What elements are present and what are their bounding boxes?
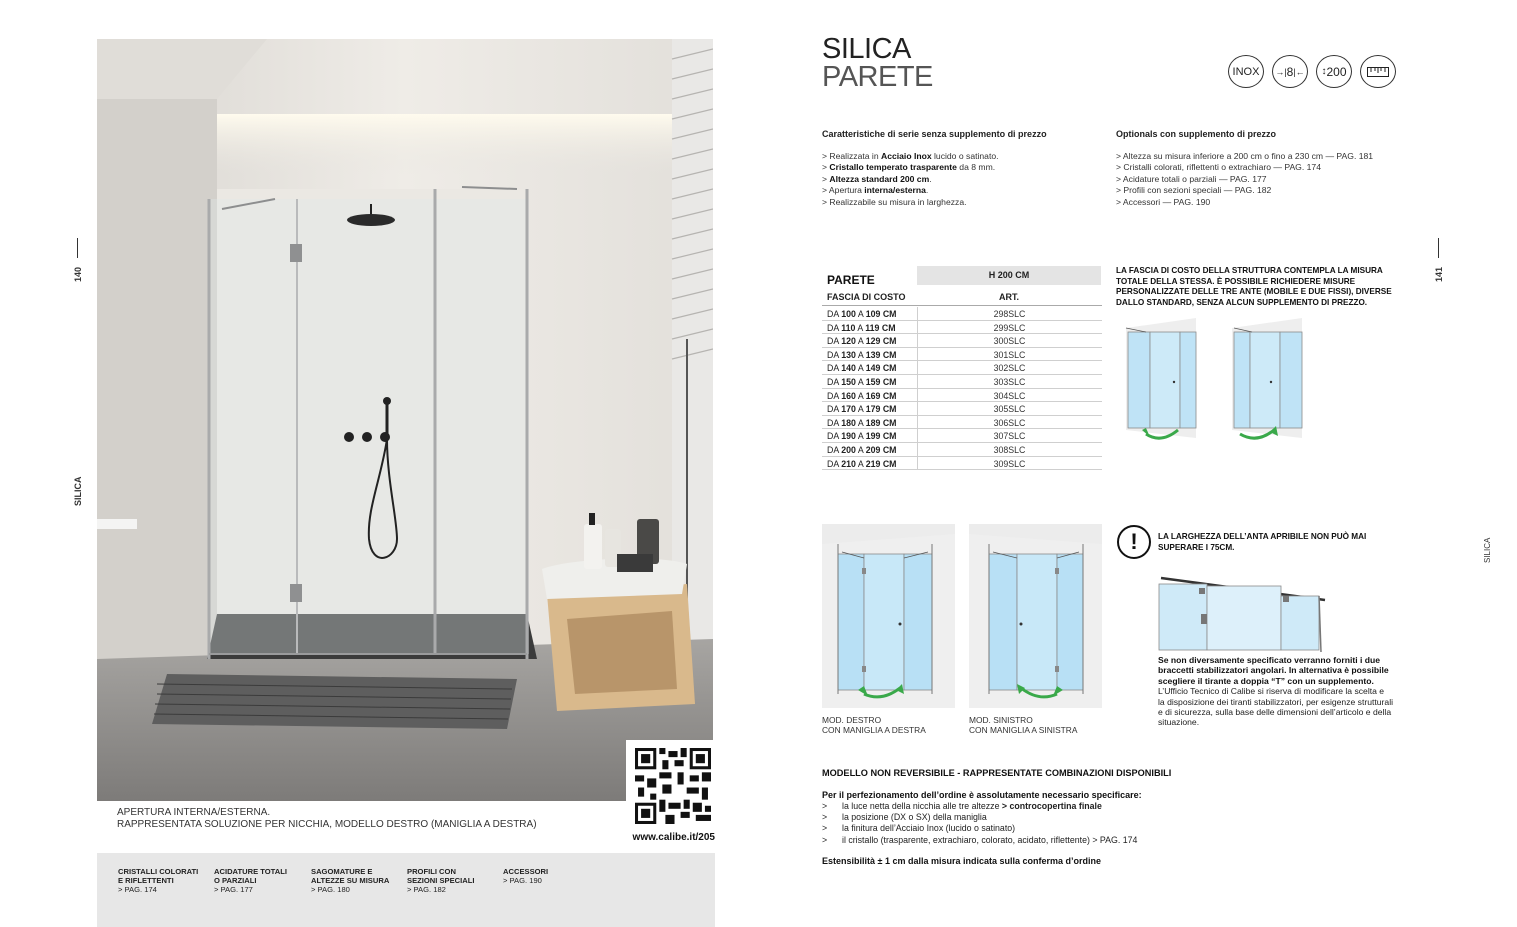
shower-scene-illustration xyxy=(97,39,713,801)
cost-range-cell: DA 160 A 169 CM xyxy=(827,390,897,401)
feature-item: > Realizzabile su misura in larghezza. xyxy=(822,196,967,207)
product-subtitle: PARETE xyxy=(822,61,933,93)
cost-range-cell: DA 180 A 189 CM xyxy=(827,417,897,428)
order-item: > la luce netta della nicchia alle tre altezze > controcopertina finale xyxy=(822,801,1102,811)
cost-range-cell: DA 150 A 159 CM xyxy=(827,377,897,387)
product-title: SILICA xyxy=(822,33,911,65)
cost-range-cell: DA 100 A 109 CM xyxy=(827,309,897,319)
optional-item: > Acidature totali o parziali — PAG. 177 xyxy=(1116,173,1267,184)
price-table-row xyxy=(822,348,1102,362)
option-custom-shapes: SAGOMATURE E ALTEZZE SU MISURA > PAG. 180 xyxy=(311,867,390,894)
model-left-diagram xyxy=(969,524,1102,708)
article-code-cell: 299SLC xyxy=(993,322,1026,333)
side-label-left: SILICA xyxy=(73,476,83,506)
optional-item: > Accessori — PAG. 190 xyxy=(1116,196,1211,207)
product-photo xyxy=(97,39,713,801)
article-code-cell: 308SLC xyxy=(993,445,1026,455)
order-requirements-list xyxy=(822,801,1137,846)
warning-icon: ! xyxy=(1117,525,1151,559)
price-table-row xyxy=(822,375,1102,389)
price-table-col2-header: ART. xyxy=(999,292,1019,302)
article-code-cell: 298SLC xyxy=(993,309,1026,319)
qr-url[interactable]: www.calibe.it/205 xyxy=(632,832,715,843)
model-left-label: MOD. SINISTRO CON MANIGLIA A SINISTRA xyxy=(969,715,1078,735)
not-reversible-heading: MODELLO NON REVERSIBILE - RAPPRESENTATE COMBINAZIONI DISPONIBILI xyxy=(822,768,1172,778)
price-table-title: PARETE xyxy=(827,273,875,287)
cost-range-cell: DA 120 A 129 CM xyxy=(827,336,897,347)
option-special-profiles: PROFILI CON SEZIONI SPECIALI > PAG. 182 xyxy=(407,867,475,894)
price-table-row xyxy=(822,389,1102,403)
side-label-right: SILICA xyxy=(1483,537,1492,563)
optional-item: > Cristalli colorati, riflettenti o extrachiaro — PAG. 174 xyxy=(1116,162,1321,173)
glass-thickness-icon: →| 8 |← xyxy=(1272,55,1308,88)
article-code-cell: 307SLC xyxy=(993,431,1026,442)
page-number-left: 140 xyxy=(73,266,83,282)
optional-item: > Profili con sezioni speciali — PAG. 182 xyxy=(1116,185,1272,196)
model-right-label: MOD. DESTRO CON MANIGLIA A DESTRA xyxy=(822,715,926,735)
custom-width-icon xyxy=(1360,55,1396,88)
article-code-cell: 306SLC xyxy=(993,417,1026,428)
photo-caption xyxy=(117,807,537,831)
cost-range-cell: DA 200 A 209 CM xyxy=(827,445,897,455)
article-code-cell: 301SLC xyxy=(993,349,1026,360)
qr-code-icon xyxy=(635,748,711,824)
caption-line-2: RAPPRESENTATA SOLUZIONE PER NICCHIA, MODELLO DESTRO (MANIGLIA A DESTRA) xyxy=(117,819,537,830)
cost-range-cell: DA 110 A 119 CM xyxy=(827,322,896,333)
page-number-right: 141 xyxy=(1434,266,1444,282)
cost-range-cell: DA 210 A 219 CM xyxy=(827,458,897,469)
order-item: > la finitura dell’Acciaio Inox (lucido o satinato) xyxy=(822,823,1016,834)
price-table-row xyxy=(822,334,1102,348)
price-table-row xyxy=(822,321,1102,335)
caption-line-1: APERTURA INTERNA/ESTERNA. xyxy=(117,807,271,818)
niche-diagram-left xyxy=(1222,318,1317,442)
features-heading: Caratteristiche di serie senza supplemento di prezzo xyxy=(822,129,1047,139)
model-right-diagram xyxy=(822,524,955,708)
price-table-row xyxy=(822,416,1102,430)
stabilizer-bar-diagram xyxy=(1155,574,1330,654)
feature-item: > Altezza standard 200 cm. xyxy=(822,173,932,184)
warning-text: LA LARGHEZZA DELL’ANTA APRIBILE NON PUÒ MAI SUPERARE I 75CM. xyxy=(1158,532,1367,552)
price-table-row xyxy=(822,361,1102,375)
price-table-row xyxy=(822,457,1102,471)
order-heading: Per il perfezionamento dell’ordine è assolutamente necessario specificare: xyxy=(822,790,1142,800)
page-number-rule-right xyxy=(1438,238,1439,258)
cost-range-cell: DA 140 A 149 CM xyxy=(827,363,897,374)
option-colored-glass: CRISTALLI COLORATI E RIFLETTENTI > PAG. 174 xyxy=(118,867,199,894)
qr-code-box[interactable] xyxy=(626,740,715,852)
inox-badge-icon: INOX xyxy=(1228,55,1264,88)
stabilizer-note: Se non diversamente specificato verranno forniti i due braccetti stabilizzatori angolari. In alternativa è possibile scegliere il tirante a doppia “T” con un supplemento. L’Ufficio Tecnico di Calibe si riserva di modificare la scelta e la disposizione dei tiranti stabilizzatori, per esigenze strutturali e di sicurezza, sulla base delle dimensioni dell’articolo e della situazione. xyxy=(1158,655,1394,728)
cost-note: LA FASCIA DI COSTO DELLA STRUTTURA CONTEMPLA LA MISURA TOTALE DELLA STESSA. È POSSIBILE RICHIEDERE MISURE PERSONALIZZATE DELLE TRE ANTE (MOBILE E DUE FISSI), DIVERSE DALLO STANDARD, SENZA ALCUN SUPPLEMENTO DI PREZZO. xyxy=(1116,266,1392,307)
article-code-cell: 302SLC xyxy=(993,363,1026,374)
options-bar xyxy=(97,853,715,927)
price-table-header-rule xyxy=(822,305,1102,306)
optionals-list xyxy=(1116,151,1373,208)
feature-item: > Cristallo temperato trasparente da 8 mm. xyxy=(822,162,996,173)
price-table-row xyxy=(822,429,1102,443)
article-code-cell: 309SLC xyxy=(993,458,1026,469)
price-table-row xyxy=(822,443,1102,457)
ruler-icon xyxy=(1367,67,1389,77)
feature-item: > Apertura interna/esterna. xyxy=(822,185,929,196)
price-table-height-header: H 200 CM xyxy=(917,266,1101,285)
price-table-row xyxy=(822,307,1102,321)
cost-range-cell: DA 190 A 199 CM xyxy=(827,431,897,442)
option-acid-etching: ACIDATURE TOTALI O PARZIALI > PAG. 177 xyxy=(214,867,287,894)
option-accessories: ACCESSORI > PAG. 190 xyxy=(503,867,549,885)
extensibility-note: Estensibilità ± 1 cm dalla misura indicata sulla conferma d’ordine xyxy=(822,856,1102,866)
article-code-cell: 300SLC xyxy=(993,336,1026,347)
optional-item: > Altezza su misura inferiore a 200 cm o fino a 230 cm — PAG. 181 xyxy=(1116,151,1374,161)
feature-item: > Realizzata in Acciaio Inox lucido o satinato. xyxy=(822,151,999,161)
order-item: > la posizione (DX o SX) della maniglia xyxy=(822,812,987,823)
article-code-cell: 305SLC xyxy=(993,404,1026,415)
cost-range-cell: DA 130 A 139 CM xyxy=(827,349,897,360)
features-list xyxy=(822,151,999,208)
article-code-cell: 304SLC xyxy=(993,390,1026,401)
niche-diagram-right xyxy=(1116,318,1211,442)
cost-range-cell: DA 170 A 179 CM xyxy=(827,404,897,415)
price-table-col1-header: FASCIA DI COSTO xyxy=(827,292,906,302)
page-number-rule-left xyxy=(77,238,78,258)
order-item: > il cristallo (trasparente, extrachiaro, colorato, acidato, riflettente) > PAG. 174 xyxy=(822,834,1138,845)
height-icon: ↕ 200 xyxy=(1316,55,1352,88)
article-code-cell: 303SLC xyxy=(993,377,1026,387)
price-table-row xyxy=(822,402,1102,416)
optionals-heading: Optionals con supplemento di prezzo xyxy=(1116,129,1277,139)
